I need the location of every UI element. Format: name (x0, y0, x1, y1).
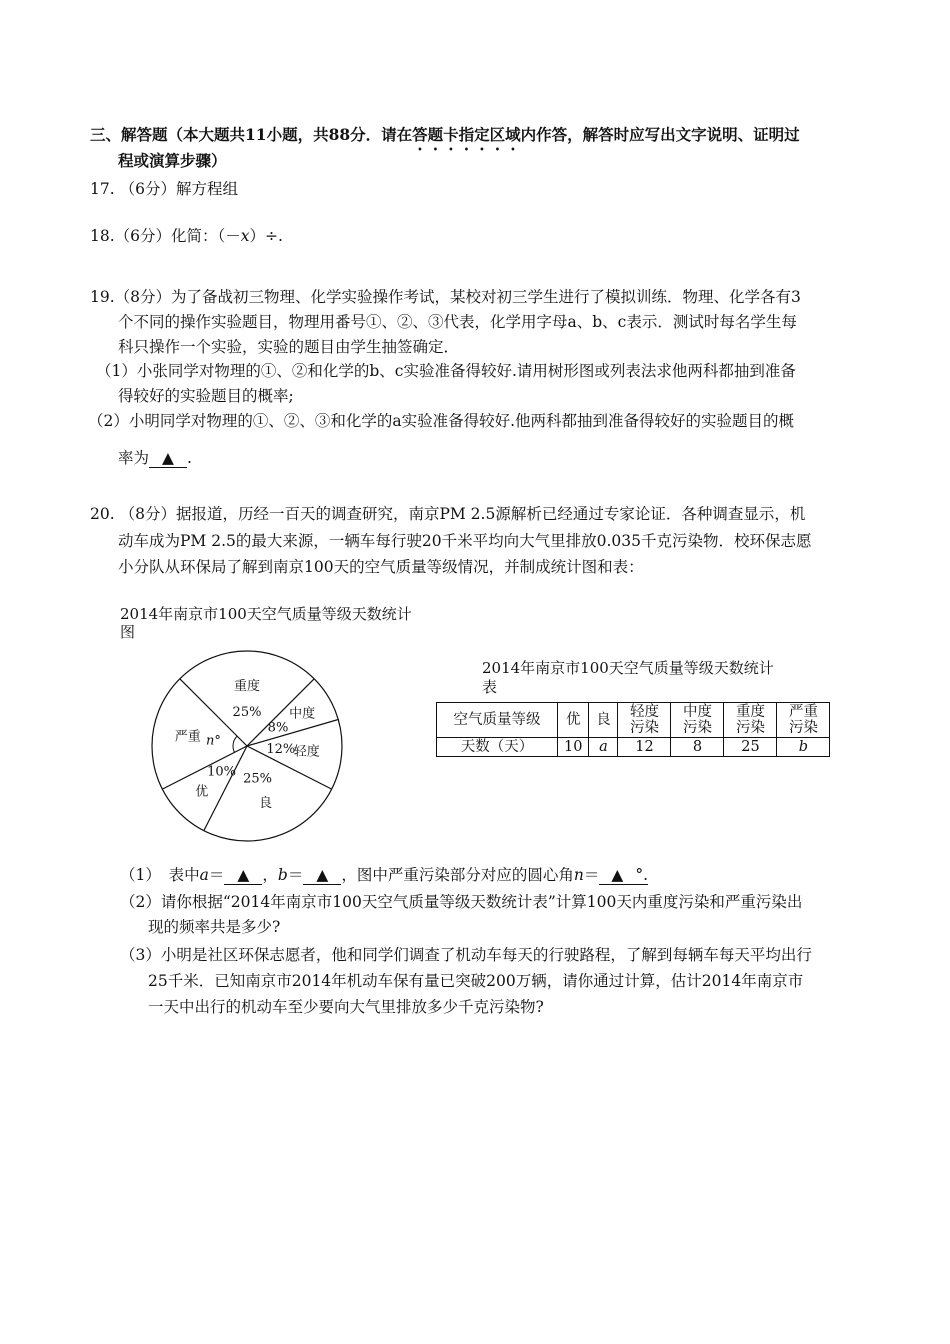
question-20-line2: 动车成为PM 2.5的最大来源，一辆车每行驶20千米平均向大气里排放0.035千克污染物．校环保志愿 (118, 532, 812, 550)
question-20-sub2-line1: （2）请你根据“2014年南京市100天空气质量等级天数统计表”计算100天内重度污染和严重污染出 (120, 893, 803, 911)
question-19-sub1-line1: （1）小张同学对物理的①、②和化学的b、c实验准备得较好.请用树形图或列表法求他两科都抽到准备 (96, 362, 796, 380)
pie-slice-label: 重度 (233, 679, 261, 694)
answer-blank-a: ▲ (224, 866, 262, 885)
pie-slice-label: 轻度 (293, 744, 320, 760)
answer-blank: ▲ (149, 449, 187, 468)
question-20-sub3-line3: 一天中出行的机动车至少要向大气里排放多少千克污染物? (148, 998, 544, 1016)
pie-chart (147, 646, 347, 846)
table-days-1: 10 (558, 738, 589, 757)
question-19-sub2-line1: （2）小明同学对物理的①、②、③和化学的a实验准备得较好.他两科都抽到准备得较好的实验题目的概 (88, 412, 795, 430)
section-title-line2: 程或演算步骤） (118, 151, 227, 170)
question-20-sub3-line1: （3）小明是社区环保志愿者，他和同学们调查了机动车每天的行驶路程，了解到每辆车每天平均出行 (120, 946, 812, 964)
question-19-line2: 个不同的操作实验题目，物理用番号①、②、③代表，化学用字母a、b、c表示．测试时每名学生每 (118, 313, 797, 331)
question-18: 18.（6分）化简：（－x）÷. (90, 227, 283, 245)
pie-caption-line1: 2014年南京市100天空气质量等级天数统计 (120, 605, 412, 623)
pie-slice-label: 中度 (289, 706, 316, 722)
pie-slice-label: 严重 (174, 729, 201, 745)
pie-slice-value: 12% (266, 742, 296, 758)
pie-slice-value: 25% (243, 771, 272, 787)
table-level-1: 优 (558, 703, 589, 738)
table-header-label: 空气质量等级 (437, 703, 558, 738)
section-title-post: 内作答，解答时应写出文字说明、证明过 (520, 125, 800, 144)
question-19-sub1-line2: 得较好的实验题目的概率; (118, 387, 294, 405)
table-days-3: 12 (618, 738, 671, 757)
question-20-line3: 小分队从环保局了解到南京100天的空气质量等级情况，并制成统计图和表： (118, 558, 644, 576)
air-quality-table (436, 702, 830, 757)
question-19-line1: 19.（8分）为了备战初三物理、化学实验操作考试，某校对初三学生进行了模拟训练．物理、化学各有3 (90, 288, 801, 306)
table-caption-line2: 表 (482, 678, 498, 696)
table-level-5: 重度污染 (724, 703, 777, 738)
pie-slice-label: 良 (259, 796, 273, 812)
table-level-4: 中度污染 (671, 703, 724, 738)
section-title-emph: 答题卡指定区域 (412, 125, 521, 144)
table-days-6: b (777, 738, 830, 757)
answer-blank-b: ▲ (303, 866, 341, 885)
pie-slice-value: 10% (207, 764, 236, 780)
question-20-sub3-line2: 25千米．已知南京市2014年机动车保有量已突破200万辆，请你通过计算，估计2014年南京市 (148, 972, 804, 990)
table-level-3: 轻度污染 (618, 703, 671, 738)
table-level-6: 严重污染 (777, 703, 830, 738)
pie-slice-value: 8% (267, 720, 289, 736)
pie-slice-value: 25% (232, 705, 262, 720)
pie-slice-value: n° (205, 733, 221, 749)
question-19-line3: 科只操作一个实验，实验的题目由学生抽签确定． (118, 338, 460, 356)
question-19-sub2-line2: 率为 ▲ . (118, 449, 192, 467)
question-17: 17. （6分）解方程组 (90, 180, 238, 198)
question-20-sub1: （1） 表中a＝ ▲ ，b＝ ▲ ，图中严重污染部分对应的圆心角n＝ ▲ °. (120, 866, 649, 884)
pie-slice-label: 优 (195, 784, 209, 800)
table-days-5: 25 (724, 738, 777, 757)
answer-blank-n: ▲ (599, 866, 635, 885)
table-row-label: 天数（天） (437, 738, 558, 757)
table-caption-line1: 2014年南京市100天空气质量等级天数统计 (482, 659, 774, 677)
section-title-pre: 三、解答题（本大题共11小题，共88分．请在 (90, 125, 413, 144)
table-days-4: 8 (671, 738, 724, 757)
pie-caption-line2: 图 (120, 623, 136, 641)
table-level-2: 良 (589, 703, 618, 738)
question-20-sub2-line2: 现的频率共是多少? (148, 918, 281, 936)
table-days-2: a (589, 738, 618, 757)
question-20-line1: 20. （8分）据报道，历经一百天的调查研究，南京PM 2.5源解析已经通过专家论证．各种调查显示，机 (90, 505, 806, 523)
